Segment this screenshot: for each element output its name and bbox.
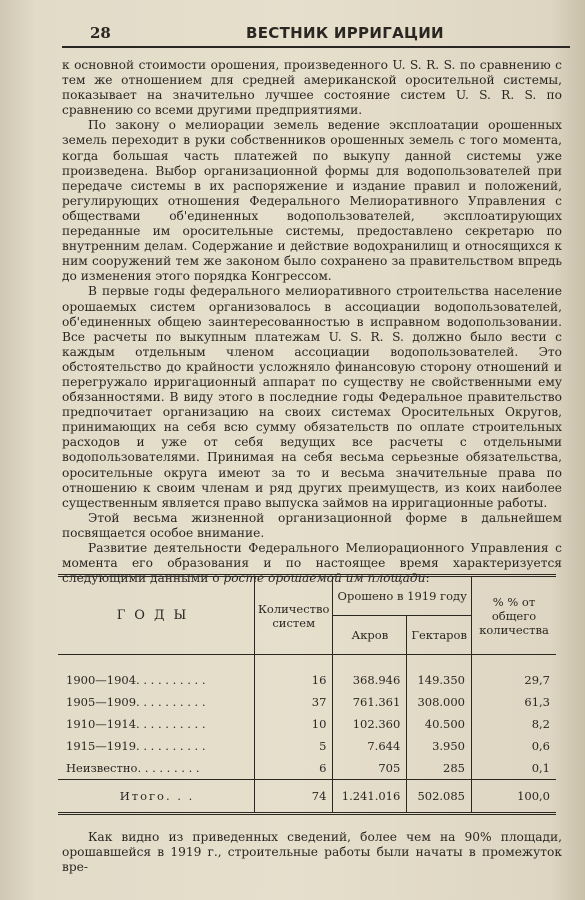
row-acres: 761.361 — [333, 691, 407, 713]
paragraph-4: Этой весьма жизненной организационной форме в дальнейшем посвящается особое внимание. — [62, 510, 562, 540]
row-years: 1910—1914. . . . . . . . . . — [58, 713, 255, 735]
row-years: 1915—1919. . . . . . . . . . — [58, 735, 255, 757]
table-spacer — [58, 655, 556, 670]
irrigation-table-wrap — [58, 574, 556, 815]
header-years: ГОДЫ — [58, 576, 255, 655]
row-acres: 368.946 — [333, 669, 407, 691]
table-row — [58, 757, 556, 780]
row-percent: 8,2 — [472, 713, 557, 735]
table-intro-text: Развитие деятельности Федерального Мелиорационного Управления с момента его образования и по настоящее время характеризуется следующими данными о — [62, 541, 562, 586]
row-percent: 29,7 — [472, 669, 557, 691]
row-years: 1905—1909. . . . . . . . . . — [58, 691, 255, 713]
total-percent: 100,0 — [472, 780, 557, 814]
row-hectares: 149.350 — [407, 669, 472, 691]
header-systems: Количество систем — [255, 576, 333, 655]
row-hectares: 40.500 — [407, 713, 472, 735]
table-row — [58, 691, 556, 713]
row-systems: 5 — [255, 735, 333, 757]
header-percent: % % от общего количества — [472, 576, 557, 655]
paragraph-3: В первые годы федерального мелиоративного строительства население орошаемых систем организовалось в ассоциации водопользователей, об'единенных общею заинтересованностью в исправном водопользовании. Все расчеты по выкупным платежам U. S. R. S. должно было вести с каждым отдельным членом ассоциации водопользователей. Это обстоятельство до крайности усложняло финансовую сторону отношений и перегружало ирригационный аппарат по существу не свойственными ему обязанностями. В виду этого в последние годы Федеральное правительство предпочитает организацию на своих системах Оросительных Округов, принимающих на себя всю сумму обязательств по оплате строительных расходов и уже от себя ведущих все расчеты с отдельными водопользователями. Принимая на себя весьма серьезные обязательства, оросительные округа имеют за то и весьма значительные права по отношению к своим членам и ряд других преимуществ, из коих наиболее существенным является право выпуска займов на ирригационные работы. — [62, 284, 562, 510]
table-row — [58, 669, 556, 691]
row-hectares: 3.950 — [407, 735, 472, 757]
table-intro-suffix: : — [425, 571, 430, 586]
row-years: Неизвестно. . . . . . . . . — [58, 757, 255, 780]
closing-paragraph: Как видно из приведенных сведений, более чем на 90% площади, орошавшейся в 1919 г., строительные работы были начаты в промежуток вре- — [62, 830, 562, 875]
row-hectares: 285 — [407, 757, 472, 780]
total-hectares: 502.085 — [407, 780, 472, 814]
row-percent: 0,6 — [472, 735, 557, 757]
total-label: Итого. . . — [58, 780, 255, 814]
table-total-row — [58, 780, 556, 814]
row-percent: 61,3 — [472, 691, 557, 713]
table-row — [58, 713, 556, 735]
row-acres: 102.360 — [333, 713, 407, 735]
journal-title: ВЕСТНИК ИРРИГАЦИИ — [246, 24, 444, 42]
table-row — [58, 735, 556, 757]
paragraph-2: По закону о мелиорации земель ведение эксплоатации орошенных земель переходит в руки собственников орошенных земель с того момента, когда большая часть платежей по выкупу данной системы уже произведена. Выбор организационной формы для водопользователей при передаче системы в их распоряжение и издание правил и положений, регулирующих отношения Федерального Мелиоративного Управления с обществами об'единенных водопользователей, эксплоатирующих переданные им оросительные системы, предоставлено секретарю по внутренним делам. Содержание и действие водохранилищ и относящихся к ним сооружений тем же законом было сохранено за правительством впредь до изменения этого порядка Конгрессом. — [62, 118, 562, 284]
row-percent: 0,1 — [472, 757, 557, 780]
article-body — [62, 58, 562, 586]
row-systems: 37 — [255, 691, 333, 713]
row-systems: 10 — [255, 713, 333, 735]
header-irrigated: Орошено в 1919 году — [333, 576, 472, 616]
row-acres: 705 — [333, 757, 407, 780]
header-acres: Акров — [333, 616, 407, 655]
row-systems: 6 — [255, 757, 333, 780]
table-intro-emphasis: росте орошаемой им площади — [223, 571, 426, 586]
row-hectares: 308.000 — [407, 691, 472, 713]
total-acres: 1.241.016 — [333, 780, 407, 814]
header-hectares: Гектаров — [407, 616, 472, 655]
row-acres: 7.644 — [333, 735, 407, 757]
row-years: 1900—1904. . . . . . . . . . — [58, 669, 255, 691]
paragraph-1: к основной стоимости орошения, произведенного U. S. R. S. по сравнению с тем же отношением для средней американской оросительной системы, показывает на значительно лучшее состояние систем U. S. R. S. по сравнению со всеми другими предприятиями. — [62, 58, 562, 118]
page-header — [62, 22, 570, 48]
page-number: 28 — [90, 24, 111, 42]
row-systems: 16 — [255, 669, 333, 691]
total-systems: 74 — [255, 780, 333, 814]
irrigation-table — [58, 574, 556, 815]
